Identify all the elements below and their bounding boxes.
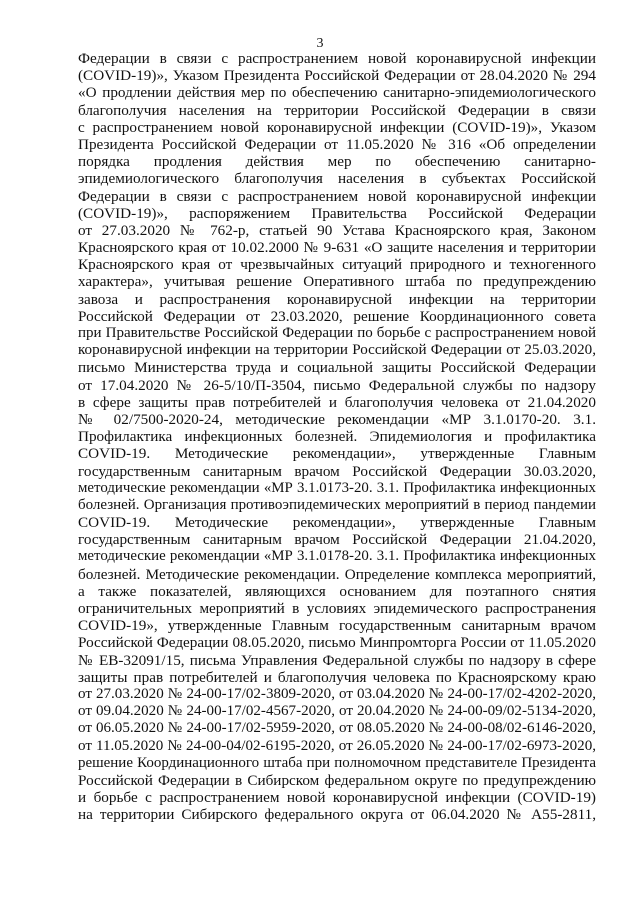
text-line: от 06.05.2020 № 24-00-17/02-5959-2020, от 08.05.2020 № 24-00-08/02-6146-2020,	[78, 720, 596, 737]
text-line: от 27.03.2020 № 762-р, статьей 90 Устава Красноярского края, Законом	[78, 221, 596, 239]
text-line: Профилактика инфекционных болезней. Эпидемиология и профилактика	[78, 428, 596, 446]
text-line: болезней. Организация противоэпидемических мероприятий в период пандемии	[78, 496, 596, 513]
text-line: Российской Федерации 08.05.2020, письмо Минпромторга России от 11.05.2020	[78, 634, 596, 652]
text-line: COVID-19. Методические рекомендации», утвержденные Главным	[78, 514, 596, 532]
text-line: с распространением новой коронавирусной инфекции (COVID-19)», Указом	[78, 118, 596, 136]
text-line: Красноярского края от 10.02.2000 № 9-631 «О защите населения и территории	[78, 239, 596, 257]
text-line: решение Координационного штаба при полномочном представителе Президента	[78, 754, 596, 771]
text-line: методические рекомендации «МР 3.1.0173-20. 3.1. Профилактика инфекционных	[78, 479, 596, 496]
text-line: болезней. Методические рекомендации. Определение комплекса мероприятий,	[78, 565, 596, 583]
text-line: ограничительных мероприятий в условиях эпидемического распространения	[78, 600, 596, 617]
text-line: от 17.04.2020 № 26-5/10/П-3504, письмо Федеральной службы по надзору	[78, 376, 596, 394]
text-line: коронавирусной инфекции на территории Российской Федерации от 25.03.2020,	[78, 342, 596, 359]
text-line: от 27.03.2020 № 24-00-17/02-3809-2020, от 03.04.2020 № 24-00-17/02-4202-2020,	[78, 685, 596, 702]
text-line: Федерации в связи с распространением новой коронавирусной инфекции	[78, 50, 596, 67]
text-line: № ЕВ-32091/15, письма Управления Федеральной службы по надзору в сфере	[78, 651, 596, 669]
text-line: Федерации в связи с распространением новой коронавирусной инфекции	[78, 187, 596, 205]
text-line: эпидемиологического благополучия населения в субъектах Российской	[78, 170, 596, 188]
page-number: 3	[316, 36, 324, 51]
text-line: Президента Российской Федерации от 11.05.2020 № 316 «Об определении	[78, 135, 596, 153]
text-line: а также показателей, являющихся основанием для поэтапного снятия	[78, 582, 596, 600]
text-line: защиты прав потребителей и благополучия человека по Красноярскому краю	[78, 668, 596, 686]
text-line: при Правительстве Российской Федерации по борьбе с распространением новой	[78, 325, 596, 341]
text-line: методические рекомендации «МР 3.1.0178-20. 3.1. Профилактика инфекционных	[78, 548, 596, 565]
text-line: завоза и распространения коронавирусной инфекции на территории	[78, 290, 596, 308]
text-line: Красноярского края от чрезвычайных ситуаций природного и техногенного	[78, 256, 596, 274]
text-line: государственным санитарным врачом Российской Федерации 21.04.2020,	[78, 531, 596, 549]
text-line: Российской Федерации от 23.03.2020, решение Координационного совета	[78, 307, 596, 325]
text-line: (COVID-19)», Указом Президента Российской Федерации от 28.04.2020 № 294	[78, 67, 596, 85]
text-line: письмо Министерства труда и социальной защиты Российской Федерации	[78, 359, 596, 377]
text-line: № 02/7500-2020-24, методические рекомендации «МР 3.1.0170-20. 3.1.	[78, 410, 596, 428]
text-line: (COVID-19)», распоряжением Правительства Российской Федерации	[78, 204, 596, 222]
text-line: от 09.04.2020 № 24-00-17/02-4567-2020, от 20.04.2020 № 24-00-09/02-5134-2020,	[78, 703, 596, 720]
body-text	[78, 50, 596, 823]
text-line: от 11.05.2020 № 24-00-04/02-6195-2020, от 26.05.2020 № 24-00-17/02-6973-2020,	[78, 737, 596, 754]
text-line: «О продлении действия мер по обеспечению санитарно-эпидемиологического	[78, 84, 596, 102]
text-line: Российской Федерации в Сибирском федеральном округе по предупреждению	[78, 771, 596, 789]
text-line: порядка продления действия мер по обеспечению санитарно-	[78, 153, 596, 171]
text-line: благополучия населения на территории Российской Федерации в связи	[78, 101, 596, 119]
text-line: в сфере защиты прав потребителей и благополучия человека от 21.04.2020	[78, 393, 596, 411]
text-line: COVID-19. Методические рекомендации», утвержденные Главным	[78, 445, 596, 463]
text-line: государственным санитарным врачом Российской Федерации 30.03.2020,	[78, 462, 596, 480]
text-line: COVID-19», утвержденные Главным государственным санитарным врачом	[78, 617, 596, 635]
text-line: характера», учитывая решение Оперативного штаба по предупреждению	[78, 273, 596, 291]
text-line: и борьбе с распространением новой коронавирусной инфекции (COVID-19)	[78, 789, 596, 807]
text-line: на территории Сибирского федерального округа от 06.04.2020 № А55-2811,	[78, 806, 596, 824]
